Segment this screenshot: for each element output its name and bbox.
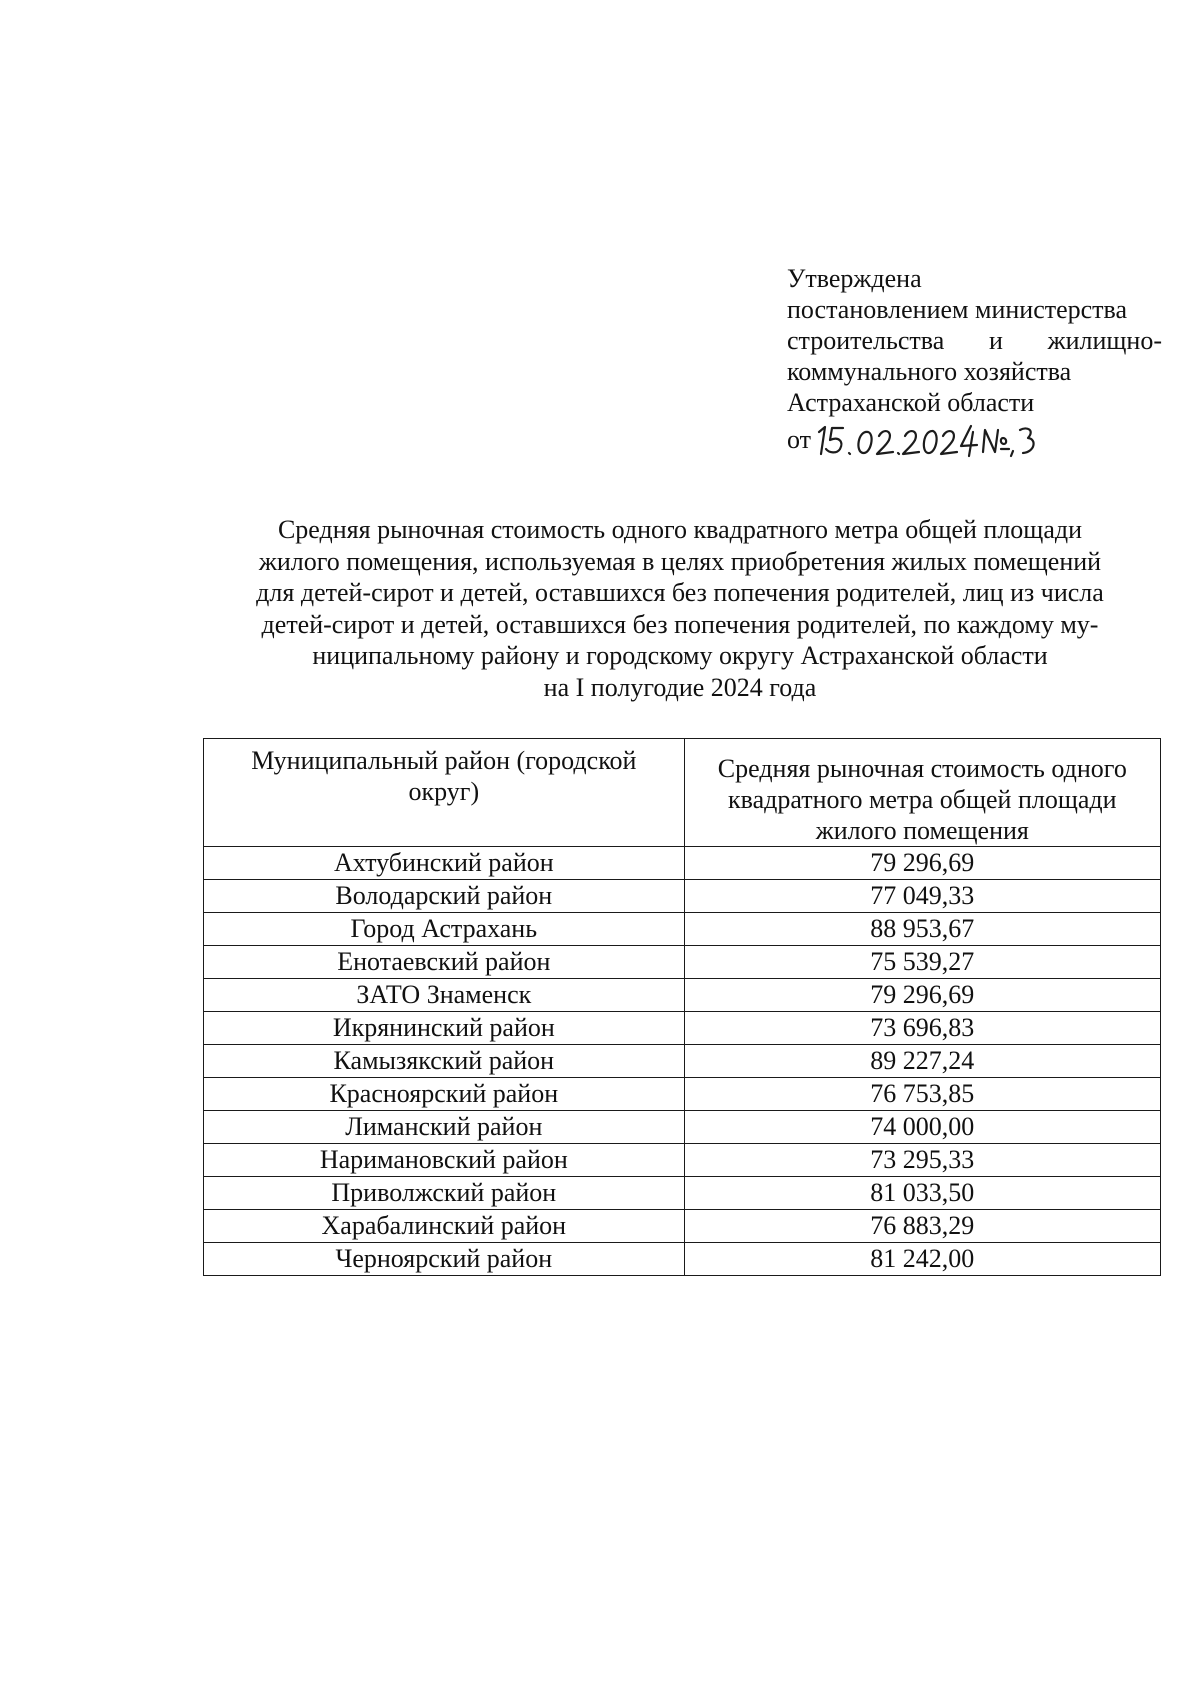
district-column-header [204, 739, 685, 847]
approval-block [787, 263, 1162, 460]
table-row [204, 979, 1161, 1012]
price-cell: 73 295,33 [684, 1144, 1160, 1177]
district-cell: Красноярский район [204, 1078, 685, 1111]
district-cell: Икрянинский район [204, 1012, 685, 1045]
title-line: ниципальному району и городскому округу Астраханской области [312, 641, 1048, 670]
price-cell: 89 227,24 [684, 1045, 1160, 1078]
table-row [204, 880, 1161, 913]
table-row [204, 913, 1161, 946]
price-cell: 77 049,33 [684, 880, 1160, 913]
district-cell: Володарский район [204, 880, 685, 913]
price-cell: 76 883,29 [684, 1210, 1160, 1243]
table-header-row [204, 739, 1161, 847]
district-cell: Город Астрахань [204, 913, 685, 946]
approval-word-and: и [988, 326, 1003, 355]
district-cell: Черноярский район [204, 1243, 685, 1276]
table-row [204, 946, 1161, 979]
price-cell: 81 242,00 [684, 1243, 1160, 1276]
approval-word-construction: строительства [787, 326, 945, 355]
price-cell: 73 696,83 [684, 1012, 1160, 1045]
price-cell: 74 000,00 [684, 1111, 1160, 1144]
district-cell: Ахтубинский район [204, 847, 685, 880]
price-cell: 79 296,69 [684, 847, 1160, 880]
price-cell: 79 296,69 [684, 979, 1160, 1012]
approval-line-utilities: коммунального хозяйства [787, 357, 1072, 386]
district-cell: Харабалинский район [204, 1210, 685, 1243]
district-cell: Камызякский район [204, 1045, 685, 1078]
district-cell: Приволжский район [204, 1177, 685, 1210]
table-row [204, 1078, 1161, 1111]
table-row [204, 1144, 1161, 1177]
title-line: жилого помещения, используемая в целях приобретения жилых помещений [258, 546, 1102, 576]
approval-line-region: Астраханской области [787, 388, 1035, 417]
approval-line-approved: Утверждена [787, 264, 922, 293]
approval-line-resolution: постановлением министерства [787, 295, 1128, 324]
price-cell: 81 033,50 [684, 1177, 1160, 1210]
district-cell: Лиманский район [204, 1111, 685, 1144]
header-line: жилого помещения [815, 816, 1029, 845]
table-row [204, 1177, 1161, 1210]
header-line: округ) [408, 777, 480, 806]
handwritten-date-signature [813, 418, 1038, 460]
price-cell: 88 953,67 [684, 913, 1160, 946]
table-row [204, 1111, 1161, 1144]
approval-from-prefix: от [787, 424, 812, 454]
approval-line-ministry [787, 325, 1162, 356]
approval-word-housing: жилищно- [1047, 326, 1162, 355]
district-cell: ЗАТО Знаменск [204, 979, 685, 1012]
table-row [204, 1045, 1161, 1078]
approval-date-line [787, 418, 1162, 460]
district-cell: Наримановский район [204, 1144, 685, 1177]
header-line: Муниципальный район (городской [251, 746, 637, 775]
document-title [200, 514, 1160, 703]
header-line: квадратного метра общей площади [728, 785, 1117, 814]
header-line: Средняя рыночная стоимость одного [717, 754, 1127, 783]
table-row [204, 847, 1161, 880]
table-row [204, 1243, 1161, 1276]
title-line: для детей-сирот и детей, оставшихся без попечения родителей, лиц из числа [256, 578, 1104, 607]
price-cell: 75 539,27 [684, 946, 1160, 979]
title-line: Средняя рыночная стоимость одного квадратного метра общей площади [277, 515, 1083, 544]
table-row [204, 1210, 1161, 1243]
title-line: детей-сирот и детей, оставшихся без попечения родителей, по каждому му- [261, 609, 1099, 639]
price-cell: 76 753,85 [684, 1078, 1160, 1111]
price-column-header [684, 739, 1160, 847]
table-row [204, 1012, 1161, 1045]
price-table [203, 738, 1161, 1276]
title-line: на I полугодие 2024 года [543, 672, 817, 702]
district-cell: Енотаевский район [204, 946, 685, 979]
